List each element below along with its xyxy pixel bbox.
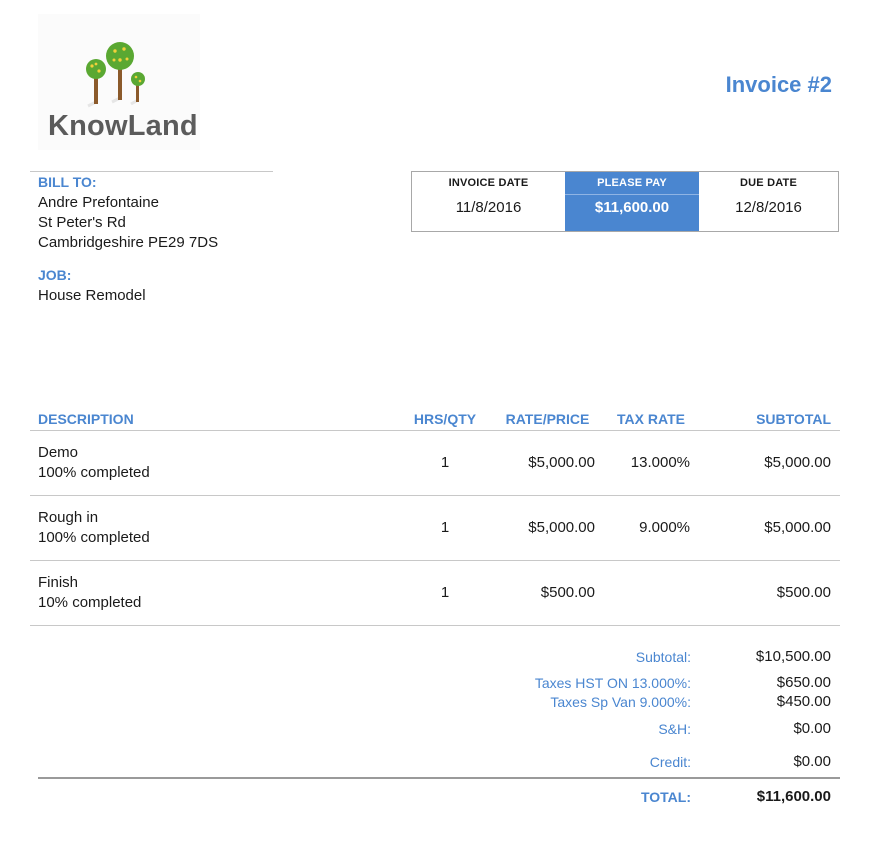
shipping-label: S&H: (658, 721, 691, 737)
table-row-description (38, 573, 141, 613)
divider (38, 777, 840, 779)
brand-name: KnowLand (48, 110, 198, 142)
divider (30, 430, 840, 431)
subtotal-label: Subtotal: (635, 649, 691, 665)
job-value: House Remodel (38, 287, 146, 304)
invoice-date-cell (412, 172, 565, 231)
item-note: 100% completed (38, 529, 150, 546)
due-date-value: 12/8/2016 (735, 199, 802, 216)
item-subtotal: $500.00 (776, 584, 831, 601)
please-pay-label: PLEASE PAY (597, 177, 667, 189)
invoice-dates-box (411, 171, 839, 232)
item-rate: $5,000.00 (528, 519, 595, 536)
table-row-description (38, 508, 150, 548)
total-value: $11,600.00 (756, 788, 831, 805)
divider (30, 495, 840, 496)
item-title: Demo (38, 444, 79, 461)
item-qty: 1 (440, 519, 450, 536)
col-tax-header: TAX RATE (617, 411, 685, 427)
divider (30, 560, 840, 561)
bill-to-label: BILL TO: (38, 174, 97, 190)
tax1-value: $650.00 (776, 674, 831, 691)
item-qty: 1 (440, 454, 450, 471)
item-title: Rough in (38, 509, 99, 526)
item-tax: 9.000% (639, 519, 690, 536)
invoice-date-value: 11/8/2016 (455, 199, 522, 216)
bill-to-name: Andre Prefontaine (38, 194, 159, 211)
tax2-label: Taxes Sp Van 9.000%: (550, 694, 691, 710)
bill-to-city: Cambridgeshire PE29 7DS (38, 234, 219, 251)
item-note: 10% completed (38, 594, 142, 611)
item-rate: $500.00 (540, 584, 595, 601)
item-qty: 1 (440, 584, 450, 601)
shipping-value: $0.00 (793, 720, 831, 737)
item-title: Finish (38, 574, 79, 591)
due-date-cell (699, 172, 838, 231)
item-rate: $5,000.00 (528, 454, 595, 471)
item-tax: 13.000% (630, 454, 690, 471)
tax2-value: $450.00 (776, 693, 831, 710)
tax1-label: Taxes HST ON 13.000%: (534, 675, 691, 691)
please-pay-value: $11,600.00 (594, 199, 670, 216)
due-date-label: DUE DATE (739, 177, 797, 189)
divider (30, 171, 273, 172)
item-subtotal: $5,000.00 (764, 519, 831, 536)
trees-logo-icon (38, 14, 200, 114)
credit-value: $0.00 (793, 753, 831, 770)
col-subtotal-header: SUBTOTAL (756, 411, 831, 427)
job-label: JOB: (38, 267, 72, 283)
total-label: TOTAL: (640, 789, 691, 805)
please-pay-cell (565, 172, 699, 231)
col-qty-header: HRS/QTY (413, 411, 477, 427)
item-note: 100% completed (38, 464, 150, 481)
credit-label: Credit: (649, 754, 691, 770)
divider (565, 194, 699, 195)
col-rate-header: RATE/PRICE (505, 411, 590, 427)
item-subtotal: $5,000.00 (764, 454, 831, 471)
subtotal-value: $10,500.00 (755, 648, 831, 665)
bill-to-street: St Peter's Rd (38, 214, 126, 231)
invoice-title: Invoice #2 (725, 72, 832, 97)
table-row-description (38, 443, 150, 483)
col-description-header: DESCRIPTION (38, 411, 134, 427)
invoice-date-label: INVOICE DATE (448, 177, 529, 189)
divider (30, 625, 840, 626)
